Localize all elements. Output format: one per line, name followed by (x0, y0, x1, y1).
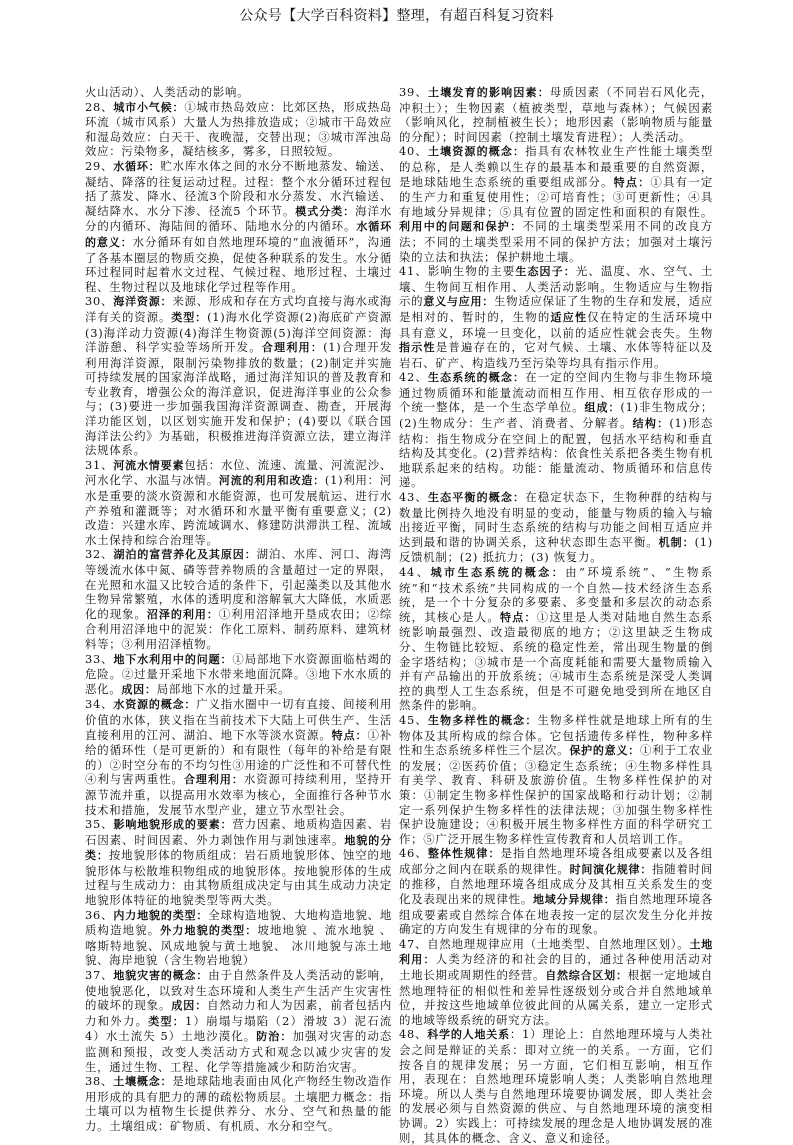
bold-term: 水资源的概念： (113, 698, 197, 712)
body-text: 在稳定状态下，生物种群的结构与数量比例持久地没有明显的变动，能量与物质的输入与输出接近平衡，同时生态系统的结构与功能之间相互适应并达到最和谐的协调关系，这种状态即生态平衡。 (399, 490, 713, 549)
body-text: 48、 (399, 1027, 428, 1042)
body-text: 生物多样性就是地球上所有的生物体及其所构成的综合体。它包括遗传多样性，物种多样性和生态系统多样性三个层次。 (399, 712, 713, 758)
paragraph (85, 159, 392, 294)
bold-term: 保护的意义： (569, 744, 641, 758)
paragraph (85, 1074, 392, 1133)
body-text: ①城市热岛效应：比郊区热，形成热岛环流（城市风系）大量人为热排放造成；②城市干岛效应和湿岛效应：白天干、夜晚湿，交替出现；③城市浑浊岛效应：污染物多，凝结核多，雾多，日照较短。 (85, 99, 393, 159)
body-text: 不同的土壤类型采用不同的改良方法；不同的土壤类型采用不同的保护方法；加强对土壤污染的立法和执法；保护耕地土壤。 (399, 219, 713, 264)
bold-term: 土壤资源的概念： (427, 145, 526, 159)
body-text: ①补给的循环性（是可更新的）和有限性（每年的补给是有限的）②时空分布的不均匀性③用途的广泛性和不可替代性④利与害两重性。 (85, 727, 392, 787)
body-text: 32、 (85, 547, 114, 562)
paragraph (399, 1027, 713, 1145)
body-text: 35、 (85, 817, 114, 832)
body-text: 仅在特定的生活环境中具有意义，环境一旦变化，以前的适应性就会丧失。生物 (399, 309, 713, 340)
bold-term: 意义与应用： (423, 295, 495, 309)
body-text: 34、 (85, 697, 114, 712)
bold-term: 结构： (632, 417, 670, 431)
body-text: 39、 (399, 85, 429, 99)
paragraph (85, 908, 392, 968)
bold-term: 自然综合区划： (545, 969, 628, 983)
bold-term: 类型： (171, 310, 208, 324)
bold-term: 土壤发育的影响因素： (428, 86, 550, 99)
body-text: 31、 (85, 457, 114, 472)
bold-term: 生物多样性的概念： (427, 713, 538, 727)
body-text: 40、 (399, 144, 428, 159)
bold-term: 水循环的意义： (85, 220, 392, 249)
body-text: 是地球陆地表面由风化产物经生物改造作用形成的具有肥力的薄的疏松物质层。土壤肥力概念：指土壤可以为植物生长提供养分、水分、空气和热量的能力。土壤组成：矿物质、有机质、水分和空气。 (85, 1074, 392, 1133)
bold-term: 合理利用： (261, 341, 324, 355)
paragraph (399, 846, 713, 937)
bold-term: 湖泊的富营养化及其原因： (113, 548, 257, 562)
bold-term: 合理利用： (183, 773, 244, 787)
paragraph (85, 968, 392, 1074)
body-text: 28、 (85, 99, 114, 114)
body-text: 来源、形成和存在方式均直接与海水或海洋有关的资源。 (85, 294, 392, 324)
bold-term: 城市小气候： (113, 100, 185, 114)
body-text: 是指自然地理环境各组成要素以及各组成部分之间内在联系的规律性。 (399, 846, 714, 876)
body-text: 火山活动）、人类活动的影响。 (85, 85, 250, 99)
body-text: (1)非生物成分；(2)生物成分：生产者、消费者、分解者。 (399, 400, 713, 431)
bold-term: 生态平衡的概念： (427, 491, 526, 505)
paragraph (85, 100, 392, 159)
body-text: ①利用沼泽地开垦成农田；②综合利用沼泽地中的泥炭：作化工原料、制药原料、建筑材料等；③利用沼泽植物。 (85, 606, 392, 651)
body-text: 指随着时间的推移，自然地理环境各组成成分及其相互关系发生的变化及表现出来的规律性。 (399, 861, 713, 907)
paragraph (399, 565, 713, 713)
body-text: 由“环境系统”、“生物系统”和“技术系统”共同构成的一个自然—技术经济生态系统，是一个十分复杂的多要素、多变量和多层次的动态系统，其核心是人。 (399, 565, 713, 624)
paragraph (85, 652, 392, 698)
body-text: 44、 (399, 565, 431, 579)
bold-term: 沼泽的利用： (146, 607, 219, 621)
bold-term: 特点： (613, 175, 651, 189)
body-text: (1)合理开发利用海洋资源，限制污染物排放的数量；(2)制定并实施可持续发展的国家海洋战略，通过海洋知识的普及教育和专业教育，增强公众的海洋意识，促进海洋事业的公众参与；(3)要进一步加强我国海洋资源调查、勘查，开展海洋功能区划，以区划实施开发和保护；(4)要以《联合国海洋法公约》为基础，积极推进海洋资源立法，建立海洋法规体系。 (85, 340, 392, 458)
bold-term: 生态系统的概念： (427, 371, 526, 385)
body-text: 47、自然地理规律应用（土地类型、自然地理区划）。 (399, 936, 690, 951)
paragraph (399, 490, 713, 565)
bold-term: 适应性 (550, 310, 588, 324)
body-text: ①利于工农业的发展；②医药价值；③稳定生态系统；④生物多样性具有美学、教育、科研及旅游价值。生物多样性保护的对策：①制定生物多样性保护的国家战略和行动计划；②制定一系列保护生物多样性的法律法规；③加强生物多样性保护设施建设；④积极开展生物多样性方面的科学研究工作；⑤广泛开展生物多样性宣传教育和人员培训工作。 (399, 743, 713, 846)
body-text: 海洋水分的内循环、海陆间的循环、陆地水分的内循环。 (85, 203, 392, 234)
body-text: (1) 反馈机制；(2) 抵抗力；(3) 恢复力。 (399, 534, 713, 565)
bold-term: 土地利用： (399, 937, 714, 967)
body-text: 1）崩塌与塌陷（2）滑坡 3）泥石流 4）水土流失 5）土地沙漠化。 (85, 1013, 392, 1044)
left-column (85, 85, 392, 1134)
paragraph (399, 713, 713, 846)
body-text: 湖泊、水库、河口、海湾等缓流水体中氮、磷等营养物质的含量超过一定的界限，在光照和水温又比较合适的条件下，引起藻类以及其他水生物异常繁殖，水体的透明度和溶解氧大大降低，水质恶化的现象。 (85, 547, 392, 621)
bold-term: 内力地貌的类型： (113, 908, 209, 922)
bold-term: 海洋资源： (113, 295, 173, 309)
body-text: 加强对灾害的动态监测和预报，改变人类活动方式和观念以减少灾害的发生，通过生物、工程、化学等措施减少和防治灾害。 (85, 1029, 392, 1074)
body-text: 41、影响生物的主要 (399, 264, 516, 279)
body-text: 42、 (399, 370, 428, 385)
bold-term: 河流水情要素 (113, 458, 185, 472)
body-text: 坡地地貌 、流水地貌 、喀斯特地貌、风成地貌与黄土地貌、 冰川地貌与冻土地貌、海岸地貌（含生物岩地貌） (85, 923, 392, 968)
bold-term: 特点： (500, 610, 537, 624)
body-text: 自然动力和人为因素，前者包括内力和外力。 (85, 998, 392, 1028)
body-text: 38、 (85, 1074, 114, 1089)
body-text: 30、 (85, 294, 114, 309)
bold-term: 城市生态系统的概念： (430, 566, 566, 579)
body-text: 是普遍存在的，它对气候、土壤、水体等特征以及岩石、矿产、构造线乃至污染等均具有指示作用。 (399, 340, 713, 370)
body-text: 全球构造地貌、大地构造地貌、地质构造地貌。 (85, 907, 393, 938)
body-text: 45、 (399, 712, 428, 727)
bold-term: 地貌灾害的概念： (113, 969, 209, 983)
body-text: 指自然地理环境各组成要素或自然综合体在地表按一定的层次发生分化并按确定的方向发生有规律的分布的现象。 (399, 892, 713, 937)
body-text: (1)海水化学资源(2)海底矿产资源(3)海洋动力资源(4)海洋生物资源(5)海洋空间资源：海洋游憩、科学实验等场所开发。 (85, 309, 392, 355)
page-header: 公众号【大学百科资料】整理，有超百科复习资料 (239, 8, 554, 24)
bold-term: 外力地貌的类型： (160, 924, 258, 938)
body-text: (1)利用：河水是重要的淡水资源和水能资源，也可发展航运、进行水产养殖和灌溉等；对水循环和水量平衡有重要意义；(2)改造：兴建水库、跨流域调水、修建防洪滞洪工程、流域水土保持和综合治理等。 (85, 473, 392, 547)
bold-term: 河流的利用和改造： (218, 474, 325, 488)
bold-term: 成因： (171, 999, 208, 1013)
bold-term: 地下水利用中的问题： (113, 652, 233, 666)
paragraph (85, 817, 392, 908)
paragraph (399, 370, 713, 490)
bold-term: 生态因子： (515, 265, 576, 279)
body-text: 广义指水圈中一切有直接、间接利用价值的水体，狭义指在当前技术下大陆上可供生产、生活直接利用的江河、湖泊、地下水等淡水资源。 (85, 697, 392, 742)
paragraph (399, 85, 713, 144)
body-text: 人类为经济的和社会的目的，通过各种使用活动对土地长期或周期性的经营。 (399, 952, 713, 983)
body-text: 46、 (399, 846, 428, 861)
bold-term: 组成： (584, 401, 621, 415)
bold-term: 地域分异规律： (533, 893, 616, 907)
paragraph (85, 697, 392, 817)
body-text: 生物适应保证了生物的生存和发展，适应是相对的、暂时的，生物的 (399, 294, 713, 324)
bold-term: 时间演化规律： (569, 862, 653, 876)
bold-term: 机制： (658, 535, 695, 549)
bold-term: 类型： (148, 1014, 186, 1028)
bold-term: 特点： (331, 728, 368, 742)
body-text: 局部地下水的过量开采。 (156, 681, 291, 696)
paragraph (399, 937, 713, 1028)
right-column (399, 85, 713, 1145)
bold-term: 土壤概念： (113, 1075, 173, 1089)
body-text: ①具有一定的生产力和重复使用性；②可培育性；③可更新性；④具有地域分异规律；⑤具有位置的固定性和面积的有限性。 (399, 174, 713, 219)
bold-term: 水循环： (113, 159, 161, 173)
bold-term: 地貌的分类： (85, 833, 392, 863)
body-text: 根据一定地域自然地理特征的相似性和差异性逐级划分或合并自然地域单位，并按这些地域单位彼此间的从属关系，建立一定形式的地域等级系统的研究方法。 (399, 968, 713, 1027)
bold-term: 防治： (256, 1030, 293, 1044)
bold-term: 成因： (121, 682, 157, 696)
bold-term: 整体性规律： (427, 847, 501, 861)
body-text: 在一定的空间内生物与非生物环境通过物质循环和能量流动而相互作用、相互依存形成的一个统一整体，是一个生态学单位。 (399, 370, 713, 415)
body-text: 贮水库水体之间的水分不断地蒸发、输送、凝结、降落的往复运动过程。过程：整个水分循环过程包括了蒸发、降水、径流3个阶段和水分蒸发、水汽输送、凝结降水、水分下渗、径流5 个环节。 (85, 158, 392, 218)
body-text: 37、 (85, 968, 114, 983)
bold-term: 科学的人地关系 (427, 1028, 510, 1042)
bold-term: 影响地貌形成的要素： (113, 818, 233, 832)
body-text: 由于自然条件及人类活动的影响，使地貌恶化，以致对生态环境和人类生产生活产生灾害性的破坏的现象。 (85, 968, 393, 1013)
body-text: 按地貌形体的物质组成：岩石质地貌形体、蚀空的地貌形体与松散堆积物组成的地貌形体。按地貌形体的生成过程与生成动力：由其物质组成决定与由其生成动力决定地貌形体特征的地貌类型等两大类。 (85, 848, 392, 908)
paragraph (399, 264, 713, 370)
body-text: 指具有农林牧业生产性能土壤类型的总称，是人类赖以生存的最基本和最重要的自然资源，是地球陆地生态系统的重要组成部分。 (399, 144, 713, 189)
body-text: 母质因素（不同岩石风化壳，冲积土）；生物因素（植被类型，草地与森林）；气候因素（影响风化，控制植被生长）；地形因素（影响物质与能量的分配）；时间因素（控制土壤发育进程）；人类活动。 (399, 85, 713, 144)
body-text: 水资源可持续利用，坚持开源节流并重，以提高用水效率为核心，全面推行各种节水技术和措施，发展节水型产业，建立节水型社会。 (85, 772, 392, 817)
paragraph (85, 85, 392, 100)
body-text: (1)形态结构：指生物成分在空间上的配置，包括水平结构和垂直结构及其变化。(2)营养结构：依食性关系把各类生物有机地联系起来的结构。功能：能量流动、物质循环和信息传递。 (399, 416, 714, 490)
body-text: 光、温度、水、空气、土壤、生物间互相作用、人类活动影响。生物适应与生物指示的 (399, 264, 714, 309)
body-text: 29、 (85, 158, 114, 173)
body-text: 包括：水位、流速、流量、河流泥沙、河水化学、水温与冰情。 (85, 457, 393, 488)
body-text: 43、 (399, 490, 428, 505)
body-text: ：1）理论上：自然地理环境与人类社会之间是辩证的关系：即对立统一的关系。一方面，它们按各自的规律发展；另一方面，它们相互影响，相互作用，表现在：自然地理环境影响人类；人类影响自然地理环境。所以人类与自然地理环境要协调发展，即人类社会的发展必须与自然资源的供应、与自然地理环境的演变相协调。2）实践上：可持续发展的理念是人地协调发展的准则，其具体的概念、含义、意义和途径。 (399, 1027, 714, 1145)
bold-term: 模式分类： (295, 204, 356, 218)
body-text: 水分循环有如自然地理环境的“血液循环”，沟通了各基本圈层的物质交换，促使各种联系的发生。水分循环过程同时起着水文过程、气候过程、地形过程、土壤过程、生物过程以及地球化学过程等作用。 (85, 234, 393, 294)
body-text: 33、 (85, 651, 114, 666)
bold-term: 指示性 (399, 341, 436, 355)
paragraph (85, 547, 392, 651)
paragraph (85, 294, 392, 458)
body-text: 36、 (85, 907, 114, 922)
paragraph (85, 458, 392, 548)
body-text: ①这里是人类对陆地自然生态系统影响最强烈、改造最彻底的地方；②这里缺乏生物成分、生物链比较短、系统的稳定性差，常出现生物量的倒金字塔结构；③城市是一个高度耗能和需要大量物质输入并有产品输出的开放系统；④城市生态系统是深受人类调控的典型人工生态系统，但是不可避免地受到所在地区自然条件的影响。 (399, 609, 713, 713)
body-text: ①局部地下水资源面临枯竭的危险。②过量开采地下水带来地面沉降。③地下水水质的恶化。 (85, 651, 392, 696)
body-text: 营力因素、地质构造因素、岩石因素、时间因素、外力剥蚀作用与剥蚀速率。 (85, 817, 392, 847)
paragraph (399, 144, 713, 264)
bold-term: 利用中的问题和保护： (399, 220, 523, 234)
